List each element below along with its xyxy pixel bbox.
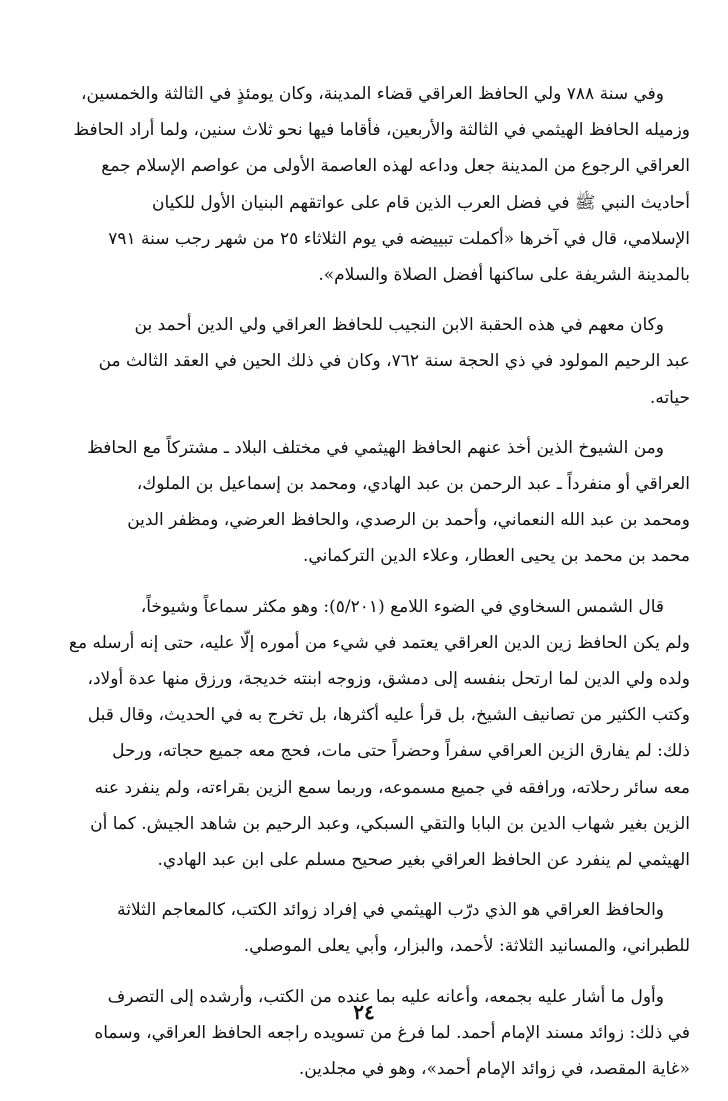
text-line: وكتب الكثير من تصانيف الشيخ، بل قرأ عليه أكثرها، بل تخرج به في الحديث، وقال قبل <box>87 705 690 726</box>
text-line: معه سائر رحلاته، ورافقه في جميع مسموعه، وربما سمع الزين بقراءته، ولم ينفرد عنه <box>94 777 690 798</box>
text-line: عبد الرحيم المولود في ذي الحجة سنة ٧٦٢، وكان في ذلك الحين في العقد الثالث من <box>98 351 690 372</box>
text-line: وكان معهم في هذه الحقبة الابن النجيب للحافظ العراقي ولي الدين أحمد بن <box>134 315 664 336</box>
text-line: الزين بغير شهاب الدين بن البابا والتقي السبكي، وعبد الرحيم بن شاهد الجيش. كما أن <box>90 813 690 834</box>
text-line: الهيثمي لم ينفرد عن الحافظ العراقي بغير صحيح مسلم على ابن عبد الهادي. <box>157 850 690 871</box>
text-line: ومن الشيوخ الذين أخذ عنهم الحافظ الهيثمي في مختلف البلاد ـ مشتركاً مع الحافظ <box>87 437 664 458</box>
page-number: ٢٤ <box>353 1000 375 1024</box>
text-line: قال الشمس السخاوي في الضوء اللامع (٥/٢٠١): وهو مكثر سماعاً وشيوخاً، <box>140 596 664 617</box>
text-line: ومحمد بن عبد الله النعماني، وأحمد بن الرصدي، والحافظ العرضي، ومظفر الدين <box>127 510 690 531</box>
text-line: العراقي الرجوع من المدينة جعل وداعه لهذه العاصمة الأولى من عواصم الإسلام جمع <box>101 156 690 177</box>
text-line: حياته. <box>649 387 690 408</box>
text-line: وزميله الحافظ الهيثمي في الثالثة والأربعين، فأقاما فيها نحو ثلاث سنين، ولما أراد الحافظ <box>73 120 690 141</box>
text-line: وأول ما أشار عليه بجمعه، وأعانه عليه بما عنده من الكتب، وأرشده إلى التصرف <box>107 986 664 1007</box>
text-line: ولم يكن الحافظ زين الدين العراقي يعتمد في شيء من أموره إلّا عليه، حتى إنه أرسله مع <box>68 632 690 653</box>
text-line: ولده ولي الدين لما ارتحل بنفسه إلى دمشق، وزوجه ابنته خديجة، ورزق منها عدة أولاد، <box>87 669 690 690</box>
paragraph <box>38 430 690 575</box>
text-line: محمد بن محمد بن يحيى العطار، وعلاء الدين التركماني. <box>303 546 690 567</box>
paragraph <box>38 979 690 1088</box>
paragraph <box>38 589 690 879</box>
page-body <box>38 76 690 1101</box>
text-line: العراقي أو منفرداً ـ عبد الرحمن بن عبد الهادي، ومحمد بن إسماعيل بن الملوك، <box>136 474 690 495</box>
text-line: الإسلامي، قال في آخرها «أكملت تبييضه في يوم الثلاثاء ٢٥ من شهر رجب سنة ٧٩١ <box>108 228 690 249</box>
paragraph <box>38 307 690 416</box>
paragraph <box>38 76 690 293</box>
text-line: والحافظ العراقي هو الذي درّب الهيثمي في إفراد زوائد الكتب، كالمعاجم الثلاثة <box>117 900 664 921</box>
paragraph <box>38 892 690 964</box>
text-line: في ذلك: زوائد مسند الإمام أحمد. لما فرغ من تسويده راجعه الحافظ العراقي، وسماه <box>94 1022 690 1043</box>
text-line: بالمدينة الشريفة على ساكنها أفضل الصلاة والسلام». <box>318 265 690 286</box>
text-line: أحاديث النبي ﷺ في فضل العرب الذين قام على عواتقهم البنيان الأول للكيان <box>152 192 690 213</box>
text-line: ذلك: لم يفارق الزين العراقي سفراً وحضراً حتى مات، فحج معه جميع حجاته، ورحل <box>112 741 690 762</box>
text-line: وفي سنة ٧٨٨ ولي الحافظ العراقي قضاء المدينة، وكان يومئذٍ في الثالثة والخمسين، <box>80 84 664 104</box>
text-line: «غاية المقصد، في زوائد الإمام أحمد»، وهو في مجلدين. <box>298 1059 690 1080</box>
text-line: للطبراني، والمسانيد الثلاثة: لأحمد، والبزار، وأبي يعلى الموصلي. <box>243 936 690 957</box>
